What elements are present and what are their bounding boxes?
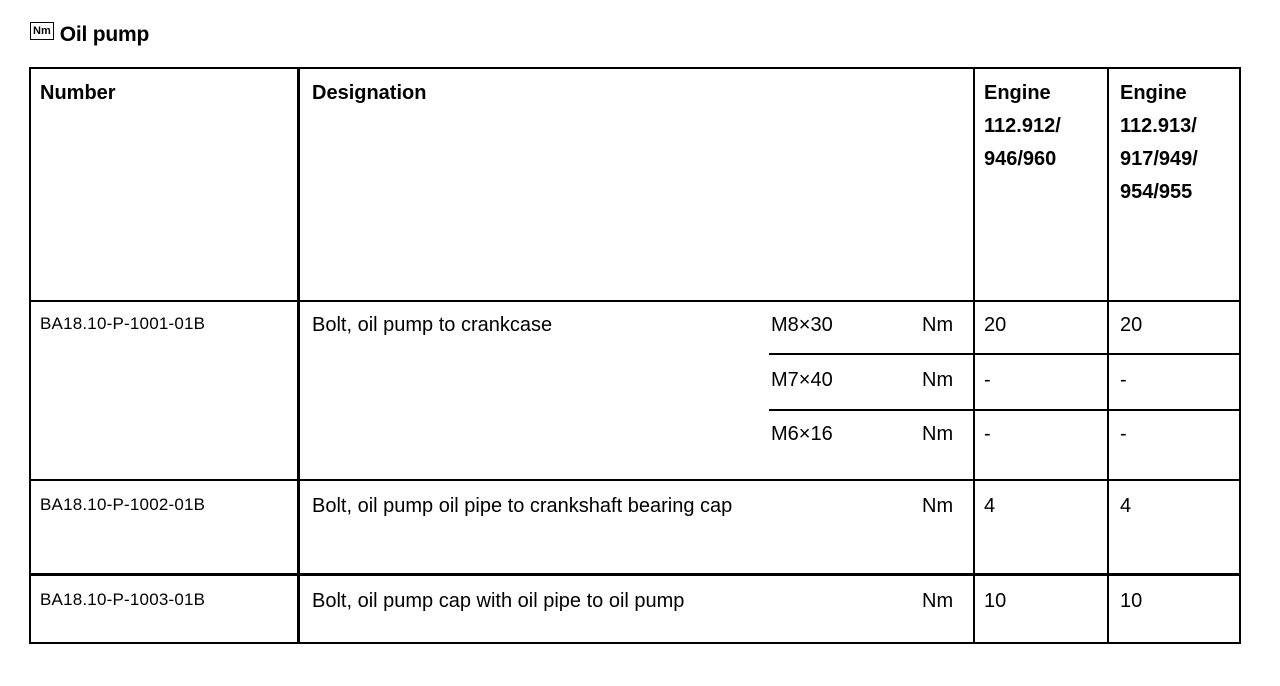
column-divider — [973, 69, 975, 644]
torque-value-engine-2: 4 — [1120, 495, 1132, 517]
row-divider — [31, 479, 1241, 481]
torque-value-engine-1: - — [984, 369, 991, 391]
torque-value-engine-2: - — [1120, 369, 1127, 391]
row-designation: Bolt, oil pump oil pipe to crankshaft bearing cap — [312, 495, 733, 517]
torque-value-engine-1: 4 — [984, 495, 996, 517]
header-engine-2-line: 954/955 — [1120, 181, 1193, 203]
header-number: Number — [40, 82, 116, 104]
header-engine-2-line: 917/949/ — [1120, 148, 1198, 170]
header-engine-1-line: 946/960 — [984, 148, 1057, 170]
column-divider — [297, 69, 300, 644]
row-number: BA18.10-P-1002-01B — [40, 495, 206, 514]
unit-label: Nm — [922, 314, 954, 336]
torque-value-engine-1: 20 — [984, 314, 1007, 336]
torque-value-engine-2: - — [1120, 423, 1127, 445]
header-engine-1-line: Engine — [984, 82, 1051, 104]
header-engine-2-line: Engine — [1120, 82, 1187, 104]
torque-value-engine-2: 20 — [1120, 314, 1143, 336]
unit-label: Nm — [922, 369, 954, 391]
unit-label: Nm — [922, 590, 954, 612]
column-divider — [1107, 69, 1109, 644]
row-number: BA18.10-P-1003-01B — [40, 590, 206, 609]
unit-label: Nm — [922, 423, 954, 445]
page-title: Oil pump — [59, 23, 150, 46]
row-designation: Bolt, oil pump to crankcase — [312, 314, 553, 336]
bolt-size: M6×16 — [771, 423, 833, 445]
bolt-size: M8×30 — [771, 314, 833, 336]
torque-value-engine-1: - — [984, 423, 991, 445]
subrow-divider — [769, 353, 1241, 355]
torque-value-engine-1: 10 — [984, 590, 1007, 612]
row-divider — [31, 573, 1241, 576]
torque-nm-icon: Nm — [30, 22, 54, 40]
subrow-divider — [769, 409, 1241, 411]
header-engine-2 — [1120, 77, 1198, 209]
row-designation: Bolt, oil pump cap with oil pipe to oil pump — [312, 590, 685, 612]
header-engine-1-line: 112.912/ — [984, 115, 1061, 137]
unit-label: Nm — [922, 495, 954, 517]
row-divider — [31, 300, 1241, 302]
header-engine-2-line: 112.913/ — [1120, 115, 1197, 137]
header-engine-1 — [984, 77, 1061, 176]
header-designation: Designation — [312, 82, 427, 104]
torque-value-engine-2: 10 — [1120, 590, 1143, 612]
bolt-size: M7×40 — [771, 369, 833, 391]
torque-table — [29, 67, 1241, 644]
page-title-row — [30, 20, 149, 50]
row-number: BA18.10-P-1001-01B — [40, 314, 206, 333]
